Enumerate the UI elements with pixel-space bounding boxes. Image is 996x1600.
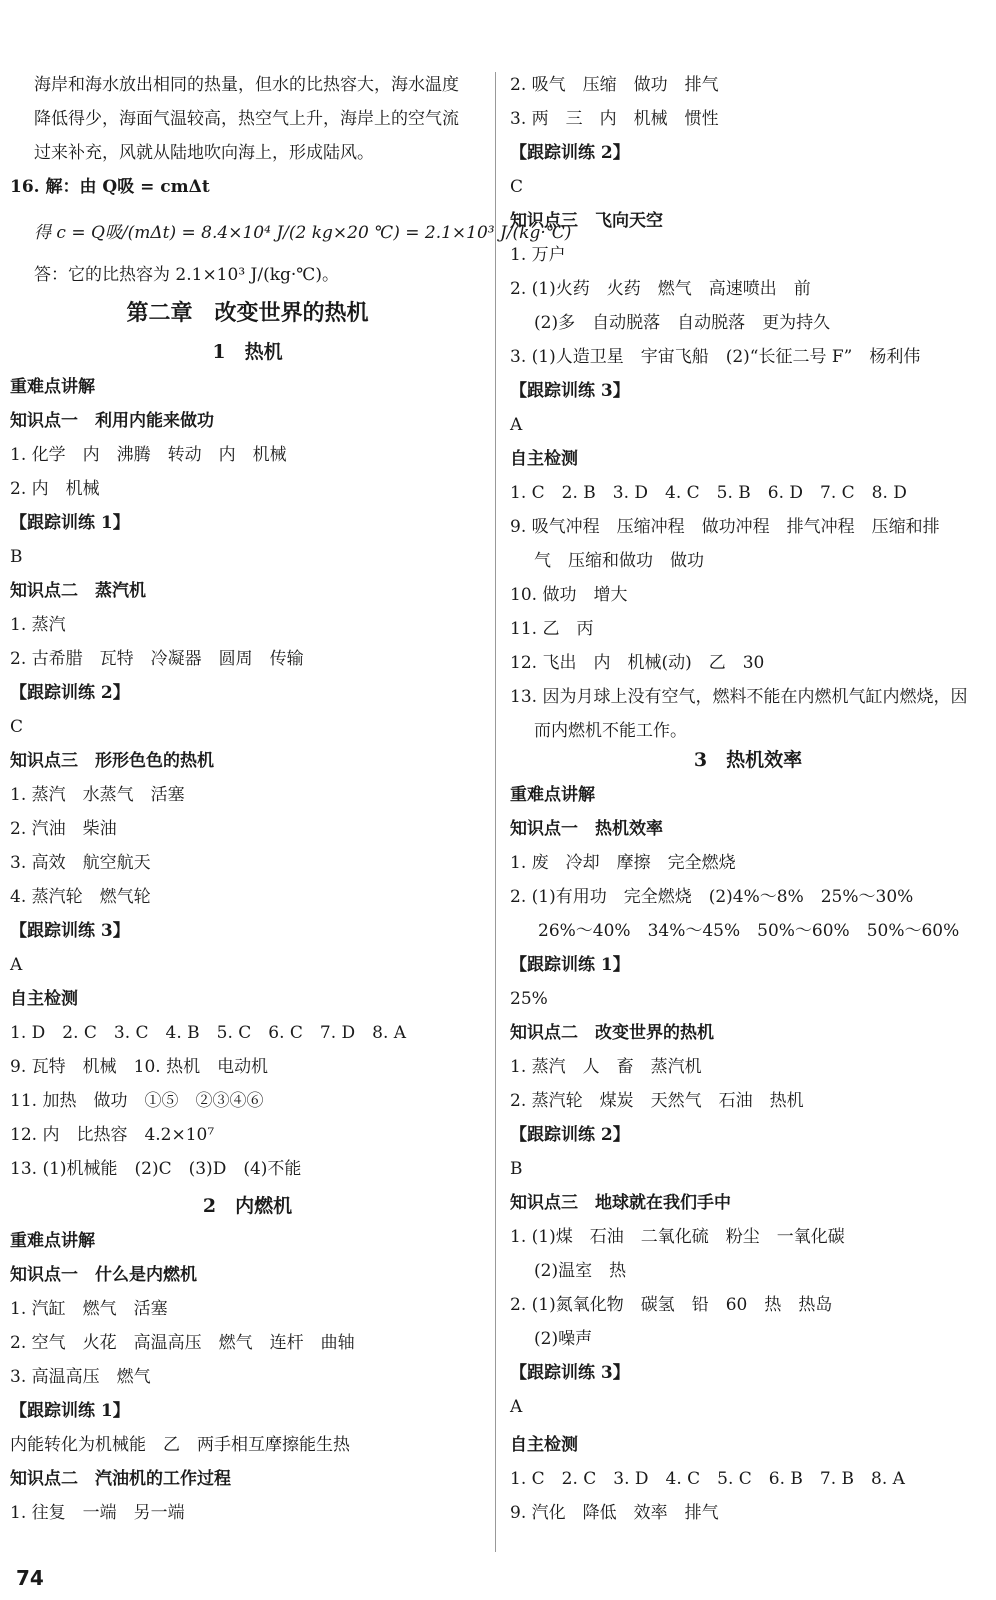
- page-number: 74: [16, 1566, 44, 1590]
- practice-heading: 【跟踪训练 1】: [10, 513, 130, 533]
- answer-line: 气 压缩和做功 做功: [534, 551, 704, 571]
- knowledge-point-heading: 知识点二 改变世界的热机: [510, 1023, 714, 1043]
- answer-line: B: [510, 1159, 523, 1179]
- answer-line: C: [510, 177, 524, 197]
- section-title: 1 热机: [212, 341, 283, 363]
- knowledge-point-heading: 知识点三 飞向天空: [510, 211, 663, 231]
- subsection-heading: 重难点讲解: [10, 1231, 95, 1251]
- answer-line: A: [510, 1397, 523, 1417]
- answer-line: 1. (1)煤 石油 二氧化硫 粉尘 一氧化碳: [510, 1227, 845, 1247]
- answer-line: 1. D 2. C 3. C 4. B 5. C 6. C 7. D 8. A: [10, 1023, 407, 1043]
- answer-line: 内能转化为机械能 乙 两手相互摩擦能生热: [10, 1435, 350, 1455]
- answer-line: 1. 万户: [510, 245, 566, 265]
- knowledge-point-heading: 知识点二 蒸汽机: [10, 581, 146, 601]
- subsection-heading: 重难点讲解: [10, 377, 95, 397]
- answer-line: 2. (1)氮氧化物 碳氢 铅 60 热 热岛: [510, 1295, 833, 1315]
- answer-line: 12. 飞出 内 机械(动) 乙 30: [510, 653, 765, 673]
- answer-line: 25%: [510, 989, 548, 1009]
- answer-line: 3. 高温高压 燃气: [10, 1367, 151, 1387]
- answer-line: B: [10, 547, 23, 567]
- paragraph-line: 过来补充，风就从陆地吹向海上，形成陆风。: [34, 143, 374, 163]
- self-check-heading: 自主检测: [510, 449, 578, 469]
- answer-line: 1. C 2. C 3. D 4. C 5. C 6. B 7. B 8. A: [510, 1469, 905, 1489]
- practice-heading: 【跟踪训练 1】: [510, 955, 630, 975]
- knowledge-point-heading: 知识点二 汽油机的工作过程: [10, 1469, 231, 1489]
- answer-line: 26%～40% 34%～45% 50%～60% 50%～60%: [538, 921, 960, 941]
- practice-heading: 【跟踪训练 2】: [510, 1125, 630, 1145]
- answer-line: 2. 蒸汽轮 煤炭 天然气 石油 热机: [510, 1091, 804, 1111]
- answer-line: A: [510, 415, 523, 435]
- practice-heading: 【跟踪训练 3】: [510, 381, 630, 401]
- answer-line: 1. 往复 一端 另一端: [10, 1503, 185, 1523]
- chapter-title: 第二章 改变世界的热机: [126, 300, 369, 326]
- answer-16-conclusion: 答：它的比热容为 2.1×10³ J/(kg·℃)。: [34, 265, 339, 285]
- knowledge-point-heading: 知识点三 地球就在我们手中: [510, 1193, 731, 1213]
- answer-line: 2. (1)火药 火药 燃气 高速喷出 前: [510, 279, 811, 299]
- knowledge-point-heading: 知识点一 什么是内燃机: [10, 1265, 197, 1285]
- answer-16-line: 16. 解：由 Q吸 = cmΔt: [10, 177, 210, 197]
- answer-line: 2. 古希腊 瓦特 冷凝器 圆周 传输: [10, 649, 304, 669]
- answer-line: 12. 内 比热容 4.2×10⁷: [10, 1125, 215, 1145]
- answer-line: 9. 汽化 降低 效率 排气: [510, 1503, 719, 1523]
- self-check-heading: 自主检测: [510, 1435, 578, 1455]
- answer-line: 3. (1)人造卫星 宇宙飞船 (2)“长征二号 F” 杨利伟: [510, 347, 921, 367]
- answer-line: 1. C 2. B 3. D 4. C 5. B 6. D 7. C 8. D: [510, 483, 907, 503]
- answer-line: 4. 蒸汽轮 燃气轮: [10, 887, 151, 907]
- knowledge-point-heading: 知识点一 利用内能来做功: [10, 411, 214, 431]
- section-title: 3 热机效率: [693, 749, 803, 771]
- answer-line: 9. 吸气冲程 压缩冲程 做功冲程 排气冲程 压缩和排: [510, 517, 940, 537]
- subsection-heading: 重难点讲解: [510, 785, 595, 805]
- practice-heading: 【跟踪训练 3】: [510, 1363, 630, 1383]
- answer-line: 11. 加热 做功 ①⑤ ②③④⑥: [10, 1091, 264, 1111]
- answer-line: 2. 汽油 柴油: [10, 819, 117, 839]
- answer-line: 1. 蒸汽: [10, 615, 66, 635]
- answer-line: 1. 化学 内 沸腾 转动 内 机械: [10, 445, 287, 465]
- answer-line: (2)多 自动脱落 自动脱落 更为持久: [534, 313, 831, 333]
- practice-heading: 【跟踪训练 2】: [510, 143, 630, 163]
- answer-line: 10. 做功 增大: [510, 585, 628, 605]
- answer-line: 3. 高效 航空航天: [10, 853, 151, 873]
- answer-line: 2. (1)有用功 完全燃烧 (2)4%～8% 25%～30%: [510, 887, 914, 907]
- paragraph-line: 降低得少，海面气温较高，热空气上升，海岸上的空气流: [34, 109, 459, 129]
- answer-line: 9. 瓦特 机械 10. 热机 电动机: [10, 1057, 269, 1077]
- answer-line: 13. 因为月球上没有空气，燃料不能在内燃机气缸内燃烧，因: [510, 687, 968, 707]
- answer-line: 1. 蒸汽 水蒸气 活塞: [10, 785, 185, 805]
- answer-line: C: [10, 717, 24, 737]
- answer-line: A: [10, 955, 23, 975]
- section-title: 2 内燃机: [202, 1195, 293, 1217]
- column-divider: [495, 72, 496, 1552]
- answer-line: 2. 吸气 压缩 做功 排气: [510, 75, 719, 95]
- answer-line: 11. 乙 丙: [510, 619, 594, 639]
- answer-line: 13. (1)机械能 (2)C (3)D (4)不能: [10, 1159, 302, 1179]
- answer-line: 而内燃机不能工作。: [534, 721, 687, 741]
- answer-line: 1. 蒸汽 人 畜 蒸汽机: [510, 1057, 702, 1077]
- knowledge-point-heading: 知识点一 热机效率: [510, 819, 663, 839]
- answer-line: (2)温室 热: [534, 1261, 627, 1281]
- practice-heading: 【跟踪训练 2】: [10, 683, 130, 703]
- answer-line: 1. 汽缸 燃气 活塞: [10, 1299, 168, 1319]
- self-check-heading: 自主检测: [10, 989, 78, 1009]
- paragraph-line: 海岸和海水放出相同的热量，但水的比热容大，海水温度: [34, 75, 459, 95]
- answer-line: 2. 空气 火花 高温高压 燃气 连杆 曲轴: [10, 1333, 355, 1353]
- knowledge-point-heading: 知识点三 形形色色的热机: [10, 751, 214, 771]
- practice-heading: 【跟踪训练 1】: [10, 1401, 130, 1421]
- answer-16-formula: 得 c = Q吸/(mΔt) = 8.4×10⁴ J/(2 kg×20 ℃) = 2.1×10³ J/(kg·℃): [34, 223, 572, 243]
- answer-line: 2. 内 机械: [10, 479, 100, 499]
- practice-heading: 【跟踪训练 3】: [10, 921, 130, 941]
- answer-line: (2)噪声: [534, 1329, 593, 1349]
- answer-line: 1. 废 冷却 摩擦 完全燃烧: [510, 853, 736, 873]
- answer-line: 3. 两 三 内 机械 惯性: [510, 109, 719, 129]
